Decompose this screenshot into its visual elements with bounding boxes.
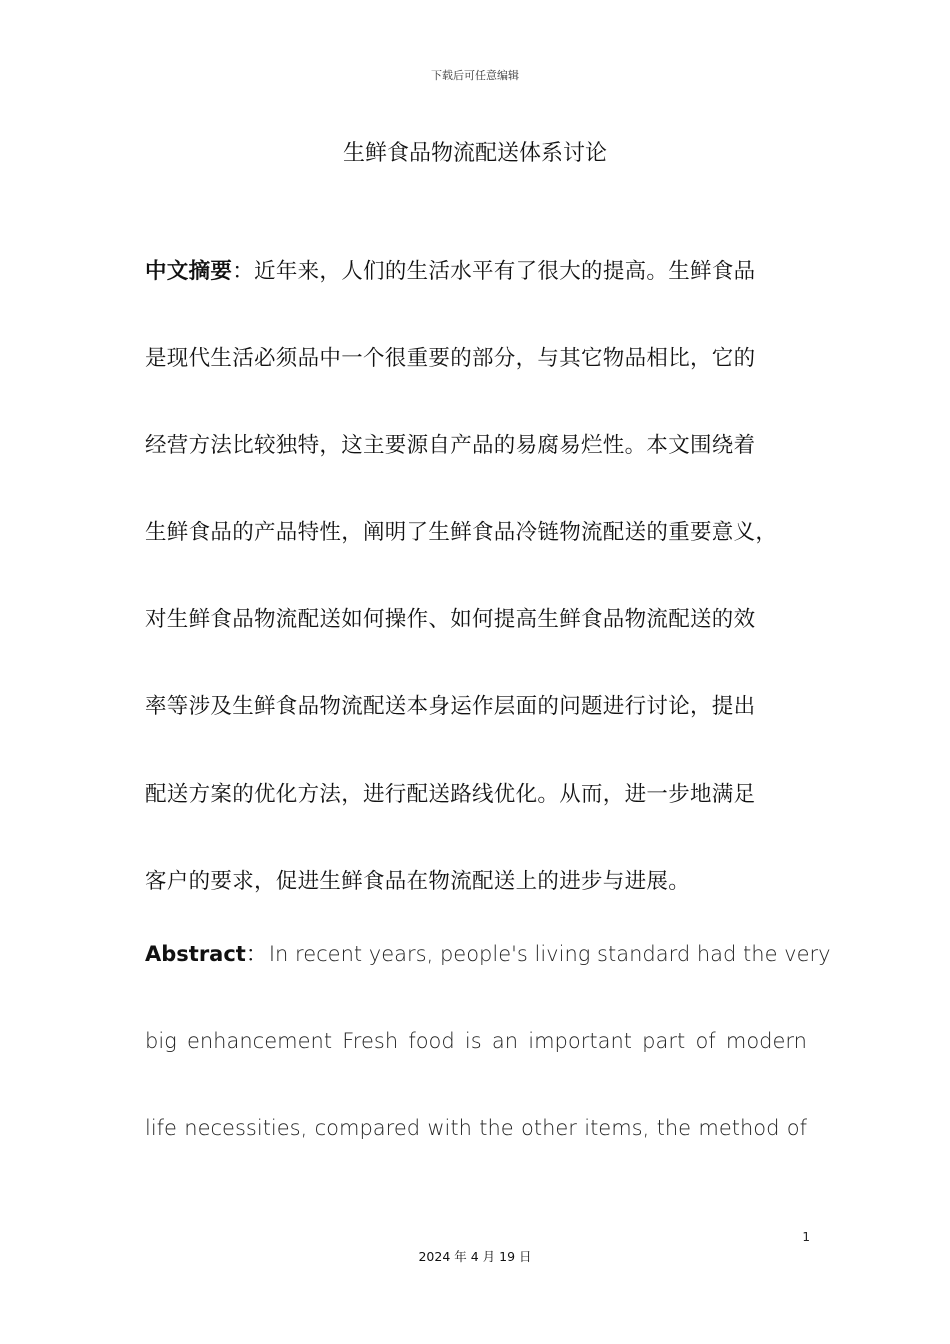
cn-abstract-line-3: 经营方法比较独特，这主要源自产品的易腐易烂性。本文围绕着: [145, 433, 756, 458]
page-number: 1: [802, 1230, 810, 1244]
en-abstract-text: In recent years, people's living standard had the very: [268, 942, 831, 966]
en-abstract-line-1: [145, 939, 831, 969]
cn-abstract-line-1: [145, 257, 807, 287]
cn-abstract-line-8: 客户的要求，促进生鲜食品在物流配送上的进步与进展。: [145, 869, 691, 894]
footer-date: 2024 年 4 月 19 日: [418, 1249, 532, 1264]
cn-abstract-line-4: 生鲜食品的产品特性，阐明了生鲜食品冷链物流配送的重要意义，: [145, 520, 778, 545]
cn-abstract-line-5: 对生鲜食品物流配送如何操作、如何提高生鲜食品物流配送的效: [145, 607, 756, 632]
en-abstract-line-3: life necessities, compared with the other items, the method of: [145, 1116, 807, 1140]
cn-abstract-label: 中文摘要: [145, 259, 233, 284]
en-abstract-line-2: big enhancement Fresh food is an important part of modern: [145, 1029, 807, 1053]
header-note: 下载后可任意编辑: [431, 69, 519, 82]
cn-abstract-text: 近年来，人们的生活水平有了很大的提高。生鲜食品: [254, 259, 756, 284]
document-title: 生鲜食品物流配送体系讨论: [342, 141, 607, 166]
cn-abstract-line-2: 是现代生活必须品中一个很重要的部分，与其它物品相比，它的: [145, 346, 756, 371]
en-abstract-separator: ：: [245, 942, 267, 966]
en-abstract-label: Abstract: [145, 942, 246, 966]
cn-abstract-line-7: 配送方案的优化方法，进行配送路线优化。从而，进一步地满足: [145, 782, 756, 807]
cn-abstract-separator: ：: [232, 259, 255, 284]
cn-abstract-line-6: 率等涉及生鲜食品物流配送本身运作层面的问题进行讨论，提出: [145, 694, 756, 719]
